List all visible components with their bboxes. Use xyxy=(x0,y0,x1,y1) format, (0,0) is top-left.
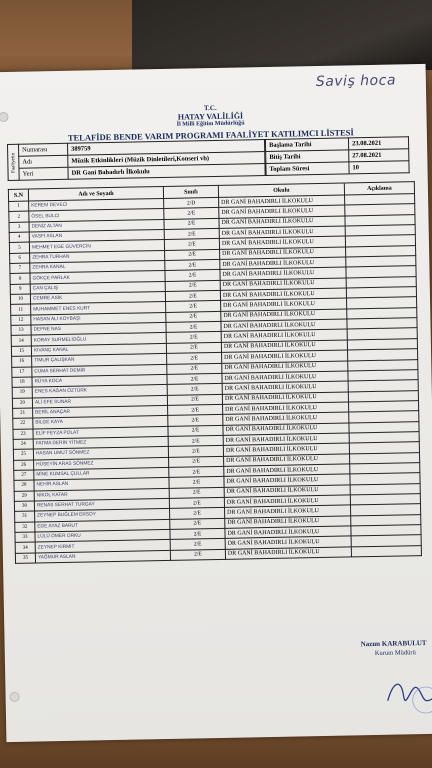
class-cell: 2/E xyxy=(164,208,219,219)
row-number: 4 xyxy=(9,232,29,243)
school-cell: DR GANİ BAHADIRLI İLKOKULU xyxy=(219,195,345,208)
start-date-label: Başlama Tarihi xyxy=(265,138,348,152)
punch-hole xyxy=(10,692,20,702)
signatory-name: Nazım KARABULUT xyxy=(360,639,427,649)
student-name: RÜYA KOCA xyxy=(32,374,167,387)
student-name: CAN ÇALIŞ xyxy=(30,281,165,294)
class-cell: 2/E xyxy=(167,384,222,395)
row-number: 3 xyxy=(9,222,29,233)
student-name: EGE AYAZ BARUT xyxy=(35,519,170,532)
class-cell: 2/E xyxy=(170,518,225,529)
class-cell: 2/E xyxy=(164,218,219,229)
student-name: MEHMET EGE GÜVERCİN xyxy=(29,240,164,253)
student-name: KORAY SURMELİOĞLU xyxy=(31,333,166,346)
row-number: 24 xyxy=(13,439,33,450)
student-name: CUMA SERHAT DEMİR xyxy=(32,364,167,377)
note-cell xyxy=(351,545,421,557)
row-number: 28 xyxy=(14,480,34,491)
school-cell: DR GANİ BAHADIRLI İLKOKULU xyxy=(223,423,349,436)
school-cell: DR GANİ BAHADIRLI İLKOKULU xyxy=(222,371,348,384)
row-number: 35 xyxy=(15,553,35,564)
student-name: ZEYNEP BUĞLEM ERSOY xyxy=(35,509,170,522)
row-number: 15 xyxy=(11,346,31,357)
student-name: CEMRE ASİK xyxy=(30,292,165,305)
student-name: BERİL ANAÇAR xyxy=(33,405,168,418)
class-cell: 2/E xyxy=(165,249,220,260)
school-cell: DR GANİ BAHADIRLI İLKOKULU xyxy=(223,402,349,415)
school-cell: DR GANİ BAHADIRLI İLKOKULU xyxy=(220,267,346,280)
column-header-class: Sınıfı xyxy=(163,185,218,198)
header-line-governorship: HATAY VALİLİĞİ xyxy=(177,111,244,122)
document-title: TELAFİDE BENDE VARIM PROGRAMI FAALİYET KATILIMCI LİSTESİ xyxy=(67,127,354,143)
row-number: 7 xyxy=(10,263,30,274)
student-name: RENAS SERHAT TURGAY xyxy=(34,498,169,511)
row-number: 33 xyxy=(15,532,35,543)
column-header-sn: S.N xyxy=(8,189,28,201)
school-cell: DR GANİ BAHADIRLI İLKOKULU xyxy=(225,516,351,529)
row-number: 11 xyxy=(11,304,31,315)
row-number: 25 xyxy=(13,449,33,460)
row-number: 19 xyxy=(12,387,32,398)
participant-table xyxy=(8,181,422,564)
school-cell: DR GANİ BAHADIRLI İLKOKULU xyxy=(223,412,349,425)
school-cell: DR GANİ BAHADIRLI İLKOKULU xyxy=(224,464,350,477)
row-number: 17 xyxy=(12,367,32,378)
student-name: MUHAMMET ENES KURT xyxy=(31,302,166,315)
column-header-school: Okulu xyxy=(218,183,344,197)
row-number: 26 xyxy=(14,460,34,471)
class-cell: 2/E xyxy=(169,456,224,467)
school-cell: DR GANİ BAHADIRLI İLKOKULU xyxy=(225,505,351,518)
class-cell: 2/E xyxy=(164,228,219,239)
class-cell: 2/E xyxy=(166,311,221,322)
class-cell: 2/E xyxy=(165,280,220,291)
name-value: Müzik Etkinlikleri (Müzik Dinletileri,Konseri vb) xyxy=(68,152,265,168)
school-cell: DR GANİ BAHADIRLI İLKOKULU xyxy=(220,288,346,301)
school-cell: DR GANİ BAHADIRLI İLKOKULU xyxy=(220,247,346,260)
row-number: 27 xyxy=(14,470,34,481)
student-name: NİKOL KATAR xyxy=(34,488,169,501)
row-number: 5 xyxy=(9,242,29,253)
activity-info-table xyxy=(7,139,266,181)
school-cell: DR GANİ BAHADIRLI İLKOKULU xyxy=(224,495,350,508)
row-number: 9 xyxy=(10,284,30,295)
place-value: DR Gani Bahadırlı İlkokulu xyxy=(68,164,265,180)
student-name: GÖKÇE PARLAK xyxy=(30,271,165,284)
student-name: DENİZ ALTAN xyxy=(29,219,164,232)
school-cell: DR GANİ BAHADIRLI İLKOKULU xyxy=(220,257,346,270)
student-name: KIVANÇ KANAL xyxy=(31,343,166,356)
dark-background xyxy=(132,0,432,70)
row-number: 14 xyxy=(11,336,31,347)
class-cell: 2/E xyxy=(168,435,223,446)
name-label: Adı xyxy=(19,155,68,168)
row-number: 6 xyxy=(10,253,30,264)
student-name: YAĞMUR ASLAN xyxy=(35,550,170,563)
student-name: VASFİ ASLAN xyxy=(29,229,164,242)
school-cell: DR GANİ BAHADIRLI İLKOKULU xyxy=(220,278,346,291)
class-cell: 2/E xyxy=(165,290,220,301)
student-name: LÜLÜ ÖMER ORKU xyxy=(35,529,170,542)
row-number: 30 xyxy=(14,501,34,512)
class-cell: 2/E xyxy=(167,363,222,374)
school-cell: DR GANİ BAHADIRLI İLKOKULU xyxy=(222,381,348,394)
total-duration-value: 10 xyxy=(349,161,409,174)
class-cell: 2/E xyxy=(170,539,225,550)
row-number: 34 xyxy=(15,542,35,553)
class-cell: 2/E xyxy=(169,487,224,498)
student-name: HÜSEYİN ARAS SÖNMEZ xyxy=(34,457,169,470)
class-cell: 2/E xyxy=(169,497,224,508)
class-cell: 2/E xyxy=(167,353,222,364)
row-number: 10 xyxy=(10,294,30,305)
signatory-title: Kurum Müdürü xyxy=(374,649,416,657)
student-name: KEREM DEVECİ xyxy=(29,198,164,211)
class-cell: 2/E xyxy=(165,259,220,270)
end-date-label: Bitiş Tarihi xyxy=(266,150,349,164)
row-number: 32 xyxy=(15,522,35,533)
school-cell: DR GANİ BAHADIRLI İLKOKULU xyxy=(221,329,347,342)
school-cell: DR GANİ BAHADIRLI İLKOKULU xyxy=(219,226,345,239)
row-number: 23 xyxy=(13,429,33,440)
column-header-name: Adı ve Soyadı xyxy=(28,186,163,201)
student-name: ALİ EFE SUNAR xyxy=(32,395,167,408)
class-cell: 2/E xyxy=(169,477,224,488)
signature-scribble xyxy=(381,670,432,719)
end-date-value: 27.08.2021 xyxy=(349,149,409,162)
school-cell: DR GANİ BAHADIRLI İLKOKULU xyxy=(224,454,350,467)
class-cell: 2/E xyxy=(166,301,221,312)
student-name: ÖSEL BULCI xyxy=(29,209,164,222)
student-name: DEFNE NAS xyxy=(31,323,166,336)
row-number: 20 xyxy=(12,398,32,409)
student-name: ELİF FEYZA POLAT xyxy=(33,426,168,439)
number-value: 389759 xyxy=(67,140,264,156)
school-cell: DR GANİ BAHADIRLI İLKOKULU xyxy=(224,474,350,487)
class-cell: 2/E xyxy=(164,239,219,250)
school-cell: DR GANİ BAHADIRLI İLKOKULU xyxy=(225,536,351,549)
number-label: Numarası xyxy=(18,143,67,156)
column-header-note: Açıklama xyxy=(344,182,414,195)
school-cell: DR GANİ BAHADIRLI İLKOKULU xyxy=(224,485,350,498)
student-name: HASAN UMUT SÖNMEZ xyxy=(33,447,168,460)
class-cell: 2/E xyxy=(168,415,223,426)
class-cell: 2/E xyxy=(166,342,221,353)
row-number: 21 xyxy=(13,408,33,419)
header-line-tc: T.C. xyxy=(203,103,217,113)
student-name: HASAN ALİ KOYBAŞI xyxy=(31,312,166,325)
student-name: FATMA DERİN YİTMEZ xyxy=(33,436,168,449)
student-name: ENES KAĞAN ÖZTÜRK xyxy=(32,385,167,398)
start-date-value: 23.08.2021 xyxy=(348,137,408,150)
class-cell: 2/E xyxy=(166,322,221,333)
student-name: ZEHRA KANAL xyxy=(30,261,165,274)
row-number: 16 xyxy=(12,356,32,367)
class-cell: 2/E xyxy=(167,373,222,384)
row-number: 2 xyxy=(9,211,29,222)
school-cell: DR GANİ BAHADIRLI İLKOKULU xyxy=(223,433,349,446)
dates-table xyxy=(265,136,410,176)
school-cell: DR GANİ BAHADIRLI İLKOKULU xyxy=(219,216,345,229)
place-label: Yeri xyxy=(19,167,68,180)
row-number: 12 xyxy=(11,315,31,326)
class-cell: 2/E xyxy=(167,394,222,405)
school-cell: DR GANİ BAHADIRLI İLKOKULU xyxy=(222,360,348,373)
class-cell: 2/E xyxy=(169,466,224,477)
school-cell: DR GANİ BAHADIRLI İLKOKULU xyxy=(223,443,349,456)
handwritten-note: Saviş hoca xyxy=(315,72,397,91)
student-name: ZEYNEP KIRMIT xyxy=(35,540,170,553)
document-page xyxy=(0,64,432,742)
school-cell: DR GANİ BAHADIRLI İLKOKULU xyxy=(225,526,351,539)
school-cell: DR GANİ BAHADIRLI İLKOKULU xyxy=(225,547,351,560)
school-cell: DR GANİ BAHADIRLI İLKOKULU xyxy=(221,319,347,332)
row-number: 8 xyxy=(10,273,30,284)
class-cell: 2/E xyxy=(168,404,223,415)
class-cell: 2/E xyxy=(170,528,225,539)
total-duration-label: Toplam Süresi xyxy=(266,162,349,176)
row-number: 29 xyxy=(14,491,34,502)
class-cell: 2/E xyxy=(168,425,223,436)
class-cell: 2/E xyxy=(170,549,225,560)
class-cell: 2/E xyxy=(170,508,225,519)
class-cell: 2/E xyxy=(165,270,220,281)
school-cell: DR GANİ BAHADIRLI İLKOKULU xyxy=(221,298,347,311)
class-cell: 2/E xyxy=(166,332,221,343)
row-number: 1 xyxy=(9,201,29,212)
row-number: 22 xyxy=(13,418,33,429)
school-cell: DR GANİ BAHADIRLI İLKOKULU xyxy=(221,340,347,353)
student-name: ZEHRA TURHAN xyxy=(30,250,165,263)
school-cell: DR GANİ BAHADIRLI İLKOKULU xyxy=(219,236,345,249)
school-cell: DR GANİ BAHADIRLI İLKOKULU xyxy=(219,205,345,218)
class-cell: 2/D xyxy=(164,197,219,208)
row-number: 18 xyxy=(12,377,32,388)
student-name: BİLGE KAYA xyxy=(33,416,168,429)
class-cell: 2/E xyxy=(168,446,223,457)
activity-section-label: Faaliyetin xyxy=(7,144,19,180)
school-cell: DR GANİ BAHADIRLI İLKOKULU xyxy=(222,350,348,363)
school-cell: DR GANİ BAHADIRLI İLKOKULU xyxy=(221,309,347,322)
student-name: MİNE KUMSAL ÇULLAR xyxy=(34,467,169,480)
school-cell: DR GANİ BAHADIRLI İLKOKULU xyxy=(222,391,348,404)
row-number: 31 xyxy=(15,511,35,522)
student-name: NEHİR ASLAN xyxy=(34,478,169,491)
student-name: TİMUR ÇALIŞKAN xyxy=(32,354,167,367)
row-number: 13 xyxy=(11,325,31,336)
header-line-directorate: İl Milli Eğitim Müdürlüğü xyxy=(176,120,245,128)
